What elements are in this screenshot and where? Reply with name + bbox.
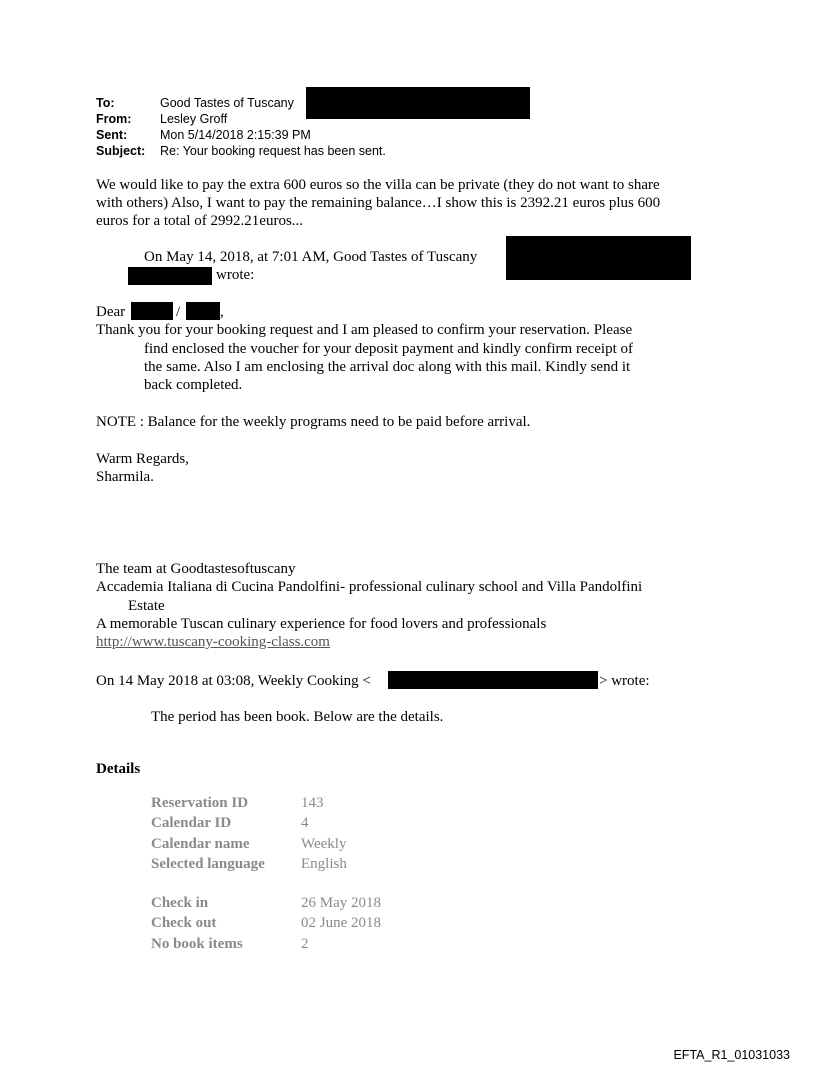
- detail-label: Selected language: [151, 856, 265, 872]
- signature-school-cont: Estate: [128, 598, 165, 614]
- detail-label: Check in: [151, 895, 209, 911]
- website-link[interactable]: http://www.tuscany-cooking-class.com: [96, 634, 330, 650]
- greeting-comma: ,: [220, 304, 224, 320]
- note-line: NOTE : Balance for the weekly programs need to be paid before arrival.: [96, 414, 531, 430]
- detail-label: No book items: [151, 936, 243, 952]
- to-label: To:: [96, 96, 115, 110]
- period-line: The period has been book. Below are the details.: [151, 709, 444, 725]
- redaction-box: [131, 302, 173, 320]
- reply-line: We would like to pay the extra 600 euros so the villa can be private (they do not want to share: [96, 177, 660, 193]
- body-line: back completed.: [144, 377, 243, 393]
- subject-value: Re: Your booking request has been sent.: [160, 144, 386, 158]
- quote2-intro: On 14 May 2018 at 03:08, Weekly Cooking <: [96, 673, 371, 689]
- redaction-box: [306, 87, 530, 119]
- greeting: Dear: [96, 304, 126, 320]
- detail-label: Check out: [151, 915, 217, 931]
- signature-team: The team at Goodtastesoftuscany: [96, 561, 296, 577]
- detail-value: 26 May 2018: [301, 895, 381, 911]
- detail-label: Reservation ID: [151, 795, 249, 811]
- document-id: EFTA_R1_01031033: [673, 1048, 790, 1062]
- reply-line: euros for a total of 2992.21euros...: [96, 213, 304, 229]
- redaction-box: [506, 236, 691, 280]
- sent-label: Sent:: [96, 128, 128, 142]
- detail-value: Weekly: [301, 836, 347, 852]
- body-line: find enclosed the voucher for your deposit payment and kindly confirm receipt of: [144, 341, 634, 357]
- signer-name: Sharmila.: [96, 469, 154, 485]
- detail-value: 143: [301, 795, 324, 811]
- detail-value: English: [301, 856, 347, 872]
- subject-label: Subject:: [96, 144, 146, 158]
- redaction-box: [388, 671, 598, 689]
- detail-value: 2: [301, 936, 309, 952]
- detail-value: 4: [301, 815, 309, 831]
- redaction-box: [186, 302, 220, 320]
- detail-label: Calendar ID: [151, 815, 232, 831]
- body-line: the same. Also I am enclosing the arrival doc along with this mail. Kindly send it: [144, 359, 631, 375]
- detail-value: 02 June 2018: [301, 915, 381, 931]
- quote-intro: On May 14, 2018, at 7:01 AM, Good Tastes of Tuscany: [144, 249, 478, 265]
- detail-label: Calendar name: [151, 836, 250, 852]
- from-value: Lesley Groff: [160, 112, 228, 126]
- sent-value: Mon 5/14/2018 2:15:39 PM: [160, 128, 311, 142]
- regards: Warm Regards,: [96, 451, 189, 467]
- signature-school: Accademia Italiana di Cucina Pandolfini- professional culinary school and Villa Pandolfini: [96, 579, 643, 595]
- from-label: From:: [96, 112, 132, 126]
- body-line: Thank you for your booking request and I am pleased to confirm your reservation. Please: [96, 322, 633, 338]
- to-value: Good Tastes of Tuscany: [160, 96, 294, 110]
- greeting-slash: /: [176, 304, 181, 320]
- quote2-wrote: > wrote:: [599, 673, 650, 689]
- signature-tagline: A memorable Tuscan culinary experience for food lovers and professionals: [96, 616, 547, 632]
- details-heading: Details: [96, 761, 141, 777]
- quote-wrote: wrote:: [216, 267, 255, 283]
- redaction-box: [128, 267, 212, 285]
- reply-line: with others) Also, I want to pay the remaining balance…I show this is 2392.21 euros plus 600: [96, 195, 661, 211]
